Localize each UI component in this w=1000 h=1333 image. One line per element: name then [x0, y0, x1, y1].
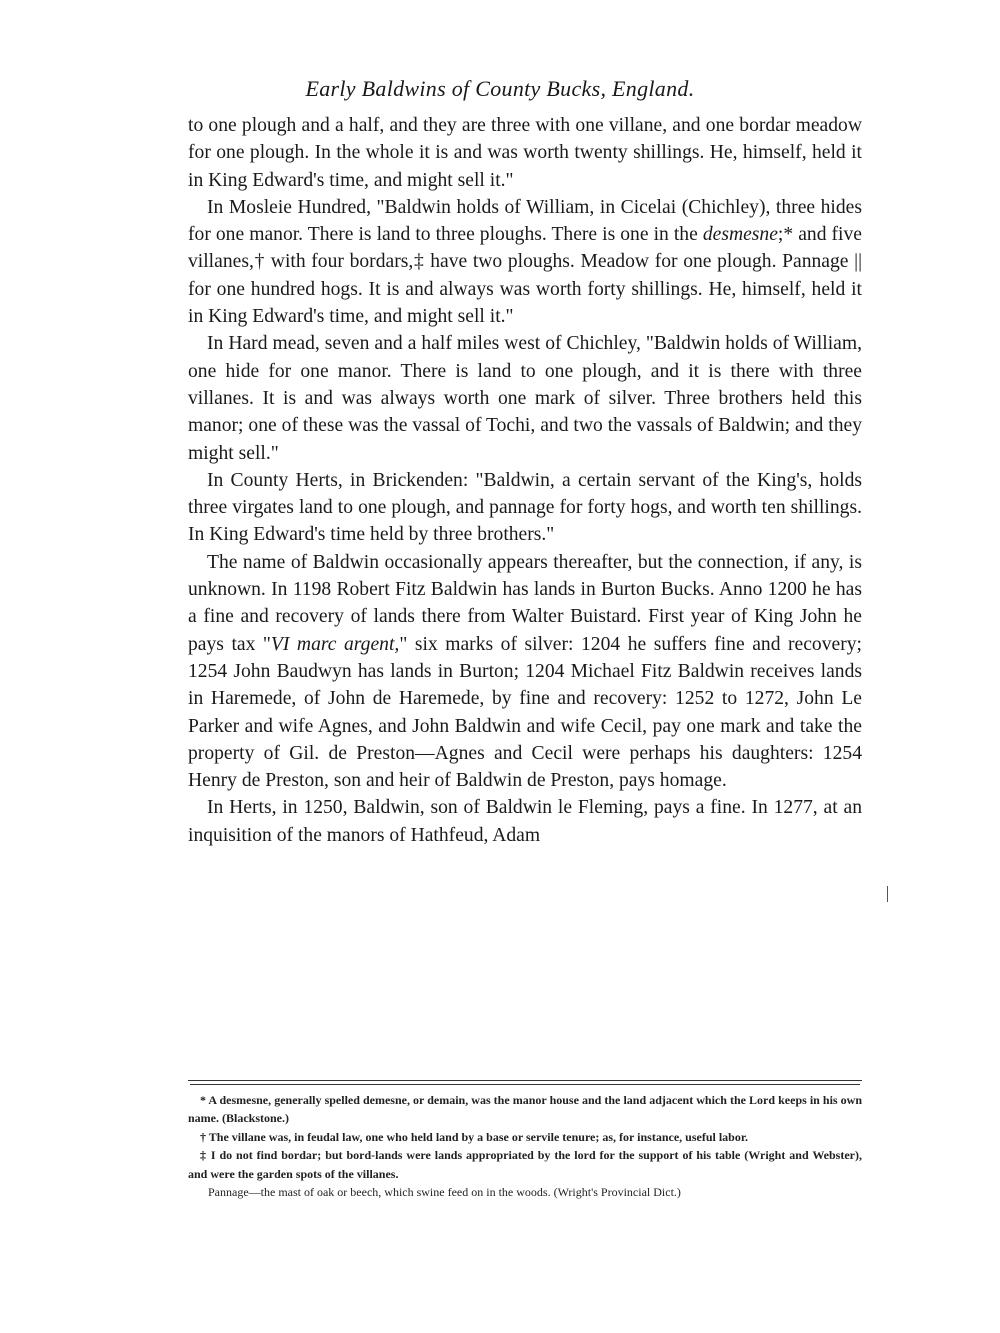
footnote-desmesne: * A desmesne, generally spelled demesne, or demain, was the manor house and the land adjacent which the Lord keeps in his own name. (Blackstone.): [188, 1093, 862, 1126]
footnote-rule-inner: [190, 1084, 860, 1085]
body-text: [188, 112, 862, 849]
footnote-pannage: Pannage—the mast of oak or beech, which swine feed on in the woods. (Wright's Provincial Dict.): [208, 1185, 681, 1200]
paragraph-1: to one plough and a half, and they are three with one villane, and one bordar meadow for one plough. In the whole it is and was worth twenty shillings. He, himself, held it in King Edward's time, and might sell it.": [188, 115, 862, 191]
paragraph-2-italic: desmesne: [702, 224, 778, 246]
paragraph-2-text-b: ;* and five villanes,† with four bordars,‡ have two ploughs. Meadow for one plough. Pannage || for one hundred hogs. It is and always was worth forty shillings. He, himself, held it in King Edward's time, and might sell it.": [188, 224, 862, 328]
paragraph-5: [188, 549, 862, 795]
paragraph-5-text-b: " six marks of silver: 1204 he suffers fine and recovery; 1254 John Baudwyn has lands in Burton; 1204 Michael Fitz Baldwin receives lands in Haremede, of John de Haremede, by fine and recovery: 1252 to 1272, John Le Parker and wife Agnes, and John Baldwin and wife Cecil, pay one mark and take the property of Gil. de Preston—Agnes and Cecil were perhaps his daughters: 1254 Henry de Preston, son and heir of Baldwin de Preston, pays homage.: [188, 633, 862, 792]
paragraph-5-italic: VI marc argent,: [270, 633, 400, 655]
footnote-bordar: ‡ I do not find bordar; but bord-lands were lands appropriated by the lord for the support of his table (Wright and Webster), and were the garden spots of the villanes.: [188, 1148, 862, 1181]
margin-mark: [887, 886, 888, 902]
paragraph-5-text-a: The name of Baldwin occasionally appears thereafter, but the connection, if any, is unknown. In 1198 Robert Fitz Baldwin has lands in Burton Bucks. Anno 1200 he has a fine and recovery of lands there from Walter Buistard. First year of King John he pays tax ": [188, 551, 862, 655]
paragraph-4: In County Herts, in Brickenden: "Baldwin, a certain servant of the King's, holds three virgates land to one plough, and pannage for forty hogs, and worth ten shillings. In King Edward's time held by three brothers.": [188, 469, 862, 546]
running-head: Early Baldwins of County Bucks, England.: [305, 76, 695, 101]
paragraph-3: In Hard mead, seven and a half miles west of Chichley, "Baldwin holds of William, one hide for one manor. There is land to one plough, and it is there with three villanes. It is and was always worth one mark of silver. Three brothers held this manor; one of these was the vassal of Tochi, and two the vassals of Baldwin; and they might sell.": [188, 333, 862, 464]
footnote-rule: [188, 1080, 862, 1081]
paragraph-2: [188, 194, 862, 330]
paragraph-2-text-a: In Mosleie Hundred, "Baldwin holds of William, in Cicelai (Chichley), three hides for one manor. There is land to three ploughs. There is one in the: [188, 196, 862, 246]
footnote-villane: † The villane was, in feudal law, one who held land by a base or servile tenure; as, for instance, useful labor.: [200, 1129, 749, 1144]
paragraph-6: In Herts, in 1250, Baldwin, son of Baldwin le Fleming, pays a fine. In 1277, at an inquisition of the manors of Hathfeud, Adam: [188, 797, 862, 846]
footnotes: [188, 1091, 862, 1201]
